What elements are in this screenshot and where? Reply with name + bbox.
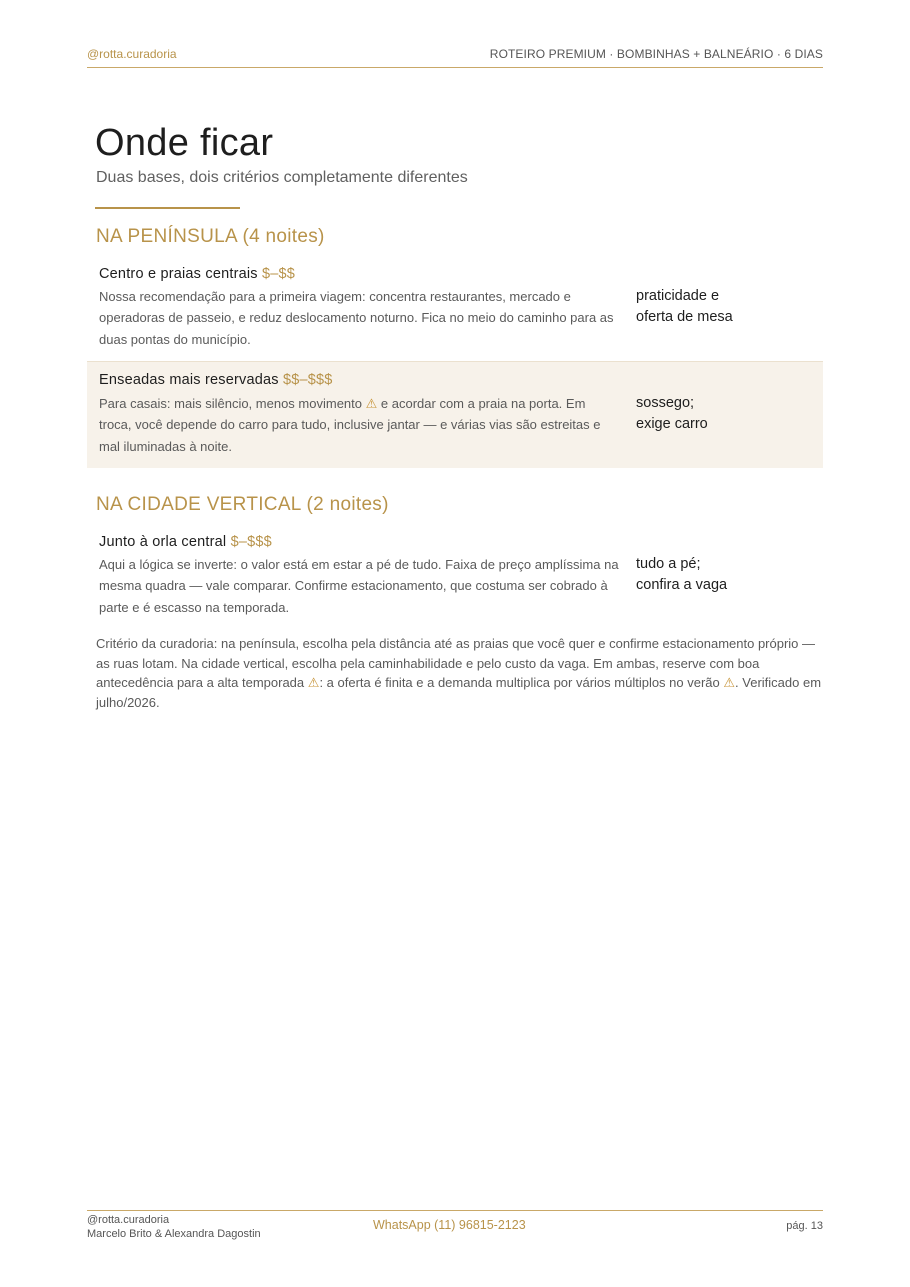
option-tag: [636, 393, 816, 436]
page-title: Onde ficar: [95, 122, 274, 164]
lodging-option-orla: [87, 524, 823, 624]
option-description: Nossa recomendação para a primeira viagem: concentra restaurantes, mercado e operadoras de passeio, e reduz deslocamento noturno. Fica no meio do caminho para as duas pontas do município.: [99, 289, 614, 347]
warning-icon: ⚠: [307, 675, 320, 691]
price-range: $$–$$$: [282, 372, 333, 388]
page-subtitle: Duas bases, dois critérios completamente diferentes: [96, 169, 468, 186]
warning-icon: ⚠: [723, 675, 736, 691]
header-doc-title: ROTEIRO PREMIUM · BOMBINHAS + BALNEÁRIO · 6 DIAS: [489, 47, 823, 61]
option-name: [99, 266, 295, 282]
curation-criteria-note: [96, 634, 824, 713]
option-tag: [636, 554, 816, 597]
tag-line: sossego;: [636, 395, 695, 411]
section-heading-cidade-vertical: NA CIDADE VERTICAL (2 noites): [96, 494, 389, 515]
title-divider: [95, 207, 240, 209]
criteria-text: Critério da curadoria: na península, escolha pela distância até as praias que você quer e confirme estacionamento próprio — as ruas lotam. Na cidade vertical, escolha pela caminhabilidade e pelo custo da vaga. Em ambas, reserve com boa antecedência para a alta temporada: [96, 636, 816, 691]
footer-authors: Marcelo Brito & Alexandra Dagostin: [87, 1228, 261, 1240]
footer-handle: @rotta.curadoria: [87, 1214, 170, 1226]
tag-line: tudo a pé;: [636, 556, 701, 572]
section-heading-peninsula: NA PENÍNSULA (4 noites): [96, 226, 325, 247]
description-text: e acordar com a praia na porta. Em troca, você depende do carro para tudo, inclusive jantar — e várias vias são estreitas e mal iluminadas à noite.: [99, 396, 601, 454]
page-footer: [87, 1210, 823, 1240]
criteria-text: : a oferta é finita e a demanda multiplica por vários múltiplos no verão: [319, 675, 720, 691]
header-brand: @rotta.curadoria: [87, 47, 177, 61]
tag-line: exige carro: [636, 416, 708, 433]
page-header: [87, 44, 823, 68]
page-number: pág. 13: [786, 1220, 823, 1232]
option-description: [99, 393, 619, 457]
option-name: [99, 372, 333, 388]
option-title: Junto à orla central: [99, 534, 227, 550]
option-title: Centro e praias centrais: [99, 266, 258, 282]
lodging-option-centro: [87, 256, 823, 361]
option-name: [99, 534, 272, 550]
whatsapp-link[interactable]: WhatsApp (11) 96815-2123: [373, 1218, 526, 1232]
warning-icon: ⚠: [365, 396, 378, 411]
option-description: Aqui a lógica se inverte: o valor está em estar a pé de tudo. Faixa de preço amplíssima na mesma quadra — vale comparar. Confirme estacionamento, que costuma ser cobrado à parte e é escasso na temporada.: [99, 557, 619, 615]
price-range: $–$$: [261, 266, 296, 282]
tag-line: confira a vaga: [636, 577, 728, 594]
criteria-text: . Verificado em julho/2026.: [96, 675, 822, 711]
option-tag: praticidade e oferta de mesa: [636, 288, 733, 326]
lodging-option-enseadas: [87, 361, 823, 468]
description-text: Para casais: mais silêncio, menos movimento: [99, 396, 362, 411]
option-title: Enseadas mais reservadas: [99, 372, 279, 388]
price-range: $–$$$: [230, 534, 272, 550]
